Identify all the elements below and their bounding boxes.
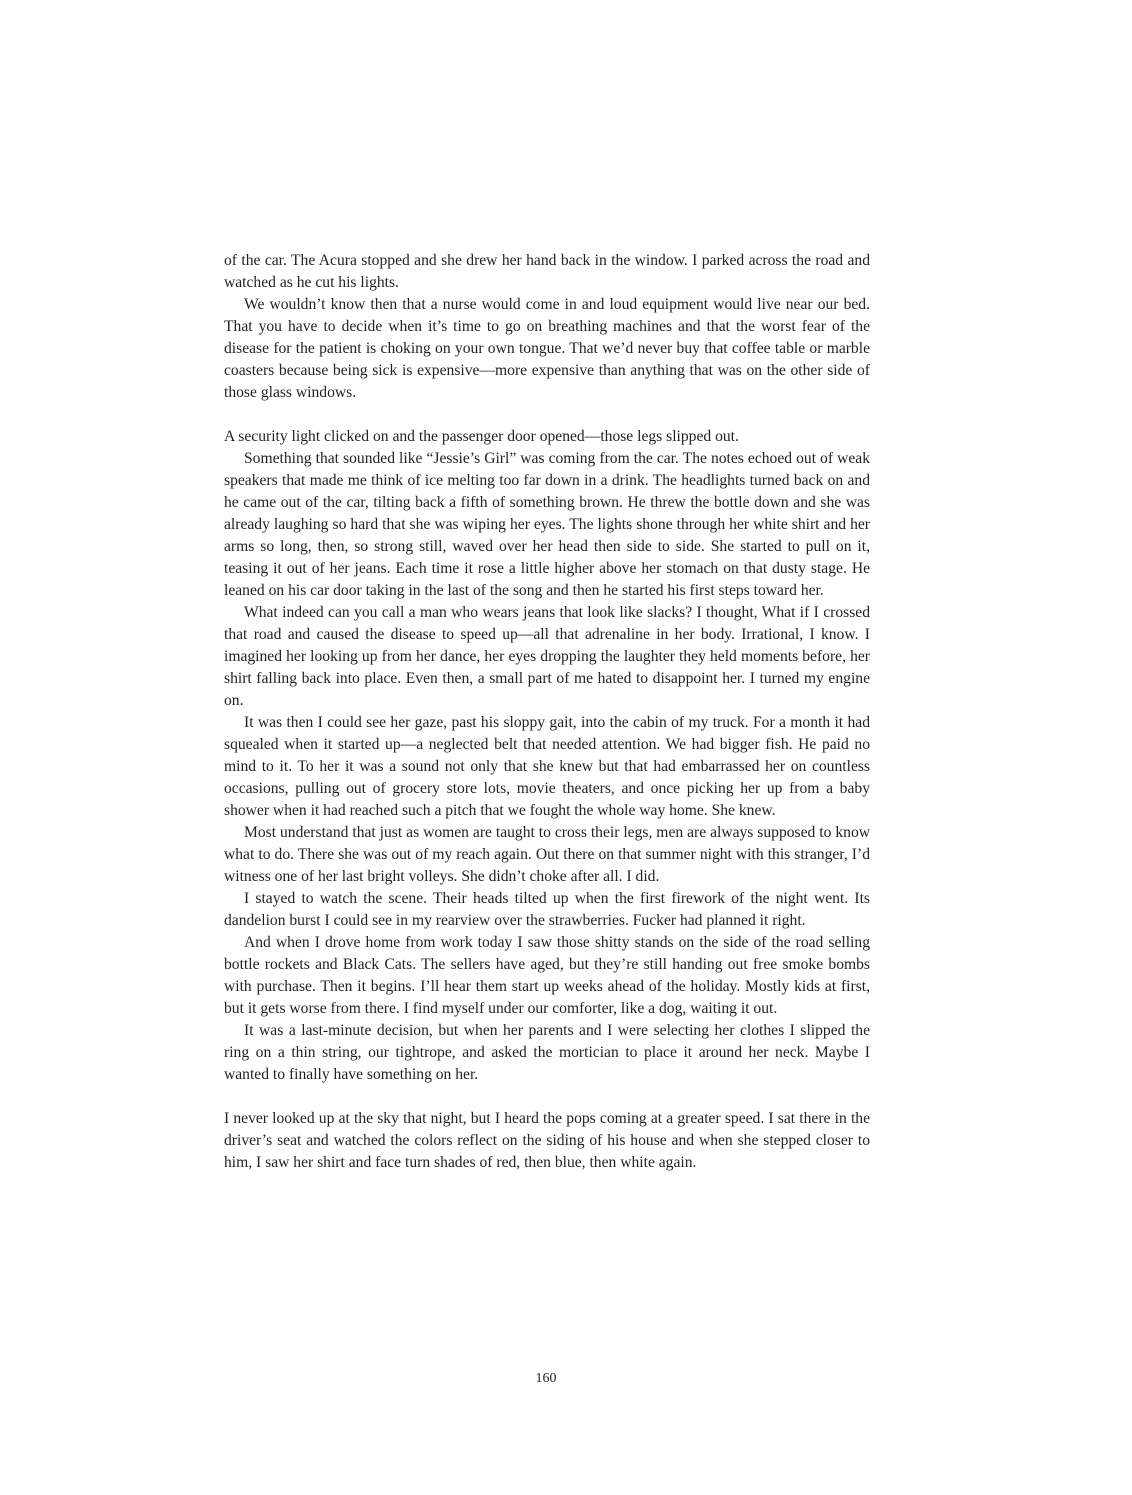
paragraph: of the car. The Acura stopped and she drew her hand back in the window. I parked across the road and watched as he cut his lights. bbox=[224, 252, 870, 291]
paragraph: A security light clicked on and the passenger door opened—those legs slipped out. bbox=[224, 428, 739, 445]
paragraph: It was a last-minute decision, but when her parents and I were selecting her clothes I slipped the ring on a thin string, our tightrope, and asked the mortician to place it around her neck. Maybe I wanted to finally have something on her. bbox=[224, 1022, 870, 1083]
paragraph: Most understand that just as women are taught to cross their legs, men are always supposed to know what to do. There she was out of my reach again. Out there on that summer night with this stranger, I’d witness one of her last bright volleys. She didn’t choke after all. I did. bbox=[224, 824, 870, 885]
page-number: 160 bbox=[535, 1371, 557, 1386]
body-text bbox=[224, 250, 870, 1174]
paragraph: I never looked up at the sky that night, but I heard the pops coming at a greater speed. I sat there in the driver’s seat and watched the colors reflect on the siding of his house and when she stepped closer to him, I saw her shirt and face turn shades of red, then blue, then white again. bbox=[224, 1110, 870, 1171]
paragraph: We wouldn’t know then that a nurse would come in and loud equipment would live near our bed. That you have to decide when it’s time to go on breathing machines and that the worst fear of the disease for the patient is choking on your own tongue. That we’d never buy that coffee table or marble coasters because being sick is expensive—more expensive than anything that was on the other side of those glass windows. bbox=[224, 296, 870, 401]
paragraph: It was then I could see her gaze, past his sloppy gait, into the cabin of my truck. For a month it had squealed when it started up—a neglected belt that needed attention. We had bigger fish. He paid no mind to it. To her it was a sound not only that she knew but that had embarrassed her on countless occasions, pulling out of grocery store lots, movie theaters, and once picking her up from a baby shower when it had reached such a pitch that we fought the whole way home. She knew. bbox=[224, 714, 870, 819]
paragraph: And when I drove home from work today I saw those shitty stands on the side of the road selling bottle rockets and Black Cats. The sellers have aged, but they’re still handing out free smoke bombs with purchase. Then it begins. I’ll hear them start up weeks ahead of the holiday. Mostly kids at first, but it gets worse from there. I find myself under our comforter, like a dog, waiting it out. bbox=[224, 934, 870, 1017]
paragraph: What indeed can you call a man who wears jeans that look like slacks? I thought, What if I crossed that road and caused the disease to speed up—all that adrenaline in her body. Irrational, I know. I imagined her looking up from her dance, her eyes dropping the laughter they held moments before, her shirt falling back into place. Even then, a small part of me hated to disappoint her. I turned my engine on. bbox=[224, 604, 870, 709]
paragraph: I stayed to watch the scene. Their heads tilted up when the first firework of the night went. Its dandelion burst I could see in my rearview over the strawberries. Fucker had planned it right. bbox=[224, 890, 870, 929]
paragraph: Something that sounded like “Jessie’s Girl” was coming from the car. The notes echoed out of weak speakers that made me think of ice melting too far down in a drink. The headlights turned back on and he came out of the car, tilting back a fifth of something brown. He threw the bottle down and she was already laughing so hard that she was wiping her eyes. The lights shone through her white shirt and her arms so long, then, so strong still, waved over her head then side to side. She started to pull on it, teasing it out of her jeans. Each time it rose a little higher above her stomach on that dusty stage. He leaned on his car door taking in the last of the song and then he started his first steps toward her. bbox=[224, 450, 870, 599]
